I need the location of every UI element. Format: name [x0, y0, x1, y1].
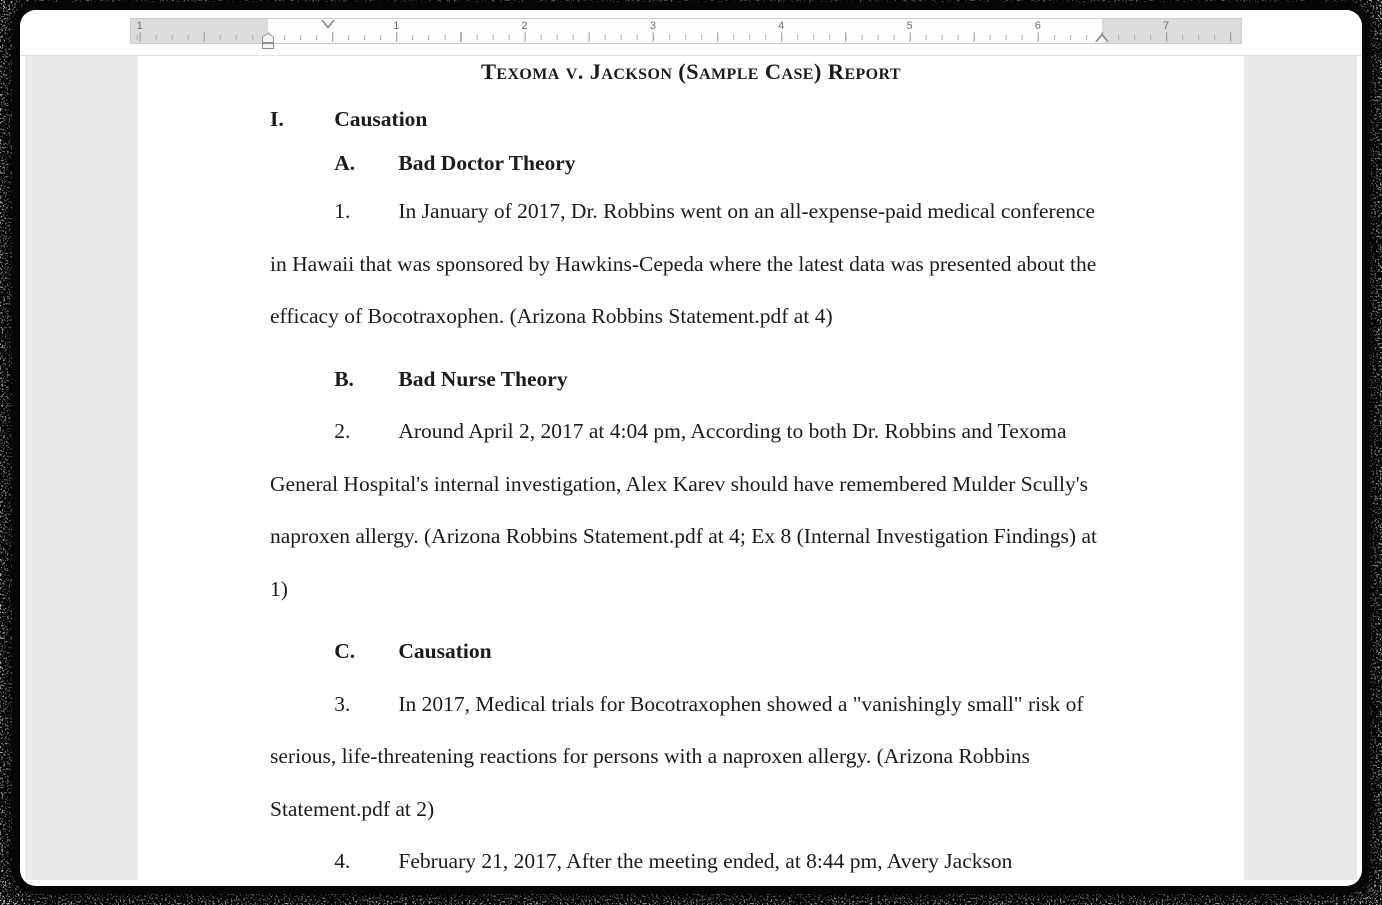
heading-label: Causation	[334, 107, 428, 131]
horizontal-ruler[interactable]	[130, 18, 1242, 44]
heading-number: C.	[334, 639, 356, 663]
heading-number: A.	[334, 151, 356, 175]
ruler-number: 2	[521, 20, 528, 32]
heading-causation[interactable]	[270, 97, 1112, 141]
document-page[interactable]	[138, 56, 1244, 880]
paragraph-4[interactable]	[270, 835, 1112, 880]
heading-bad-nurse-theory[interactable]	[270, 353, 1112, 406]
heading-bad-doctor-theory[interactable]	[270, 141, 1112, 185]
paragraph-3[interactable]	[270, 678, 1112, 836]
ruler-number: 1	[393, 20, 400, 32]
paragraph-number: 2.	[334, 419, 351, 443]
paragraph-text: Around April 2, 2017 at 4:04 pm, According to both Dr. Robbins and Texoma General Hospital's internal investigation, Alex Karev should have remembered Mulder Scully's naproxen allergy. (Arizona Robbins Statement.pdf at 4; Ex 8 (Internal Investigation Findings) at 1)	[270, 419, 1097, 601]
document-canvas	[25, 56, 1357, 880]
heading-causation-c[interactable]	[270, 625, 1112, 678]
ruler-number: 3	[649, 20, 656, 32]
ruler-number: 4	[778, 20, 785, 32]
paragraph-1[interactable]	[270, 185, 1112, 343]
paragraph-text: February 21, 2017, After the meeting ended, at 8:44 pm, Avery Jackson	[398, 849, 1013, 873]
word-window	[20, 10, 1362, 886]
heading-label: Bad Doctor Theory	[398, 151, 576, 175]
heading-label: Bad Nurse Theory	[398, 366, 568, 391]
text-column	[270, 56, 1112, 880]
ruler-number: 5	[906, 20, 913, 32]
ruler-half-inch-ticks	[131, 32, 1241, 42]
document-title[interactable]: Texoma v. Jackson (Sample Case) Report	[481, 59, 901, 84]
paragraph-number: 4.	[334, 849, 351, 873]
paragraph-2[interactable]	[270, 405, 1112, 615]
ruler-number: 1	[136, 20, 143, 32]
ruler-number: 6	[1034, 20, 1041, 32]
left-indent-marker[interactable]	[262, 33, 274, 49]
ruler-number: 7	[1163, 20, 1170, 32]
heading-number: I.	[270, 107, 284, 131]
heading-label: Causation	[398, 639, 492, 663]
paragraph-number: 1.	[334, 199, 351, 223]
right-indent-marker[interactable]	[1095, 33, 1109, 42]
first-line-indent-marker[interactable]	[321, 20, 335, 29]
paragraph-number: 3.	[334, 691, 351, 716]
paragraph-text: In January of 2017, Dr. Robbins went on an all-expense-paid medical conference in Hawaii that was sponsored by Hawkins-Cepeda where the latest data was presented about the efficacy of Bocotraxophen. (Arizona Robbins Statement.pdf at 4)	[270, 199, 1097, 328]
paragraph-text: In 2017, Medical trials for Bocotraxophen showed a "vanishingly small" risk of serious, life-threatening reactions for persons with a naproxen allergy. (Arizona Robbins Statement.pdf at 2)	[270, 691, 1084, 821]
ruler-row	[20, 10, 1362, 56]
heading-number: B.	[334, 366, 354, 391]
